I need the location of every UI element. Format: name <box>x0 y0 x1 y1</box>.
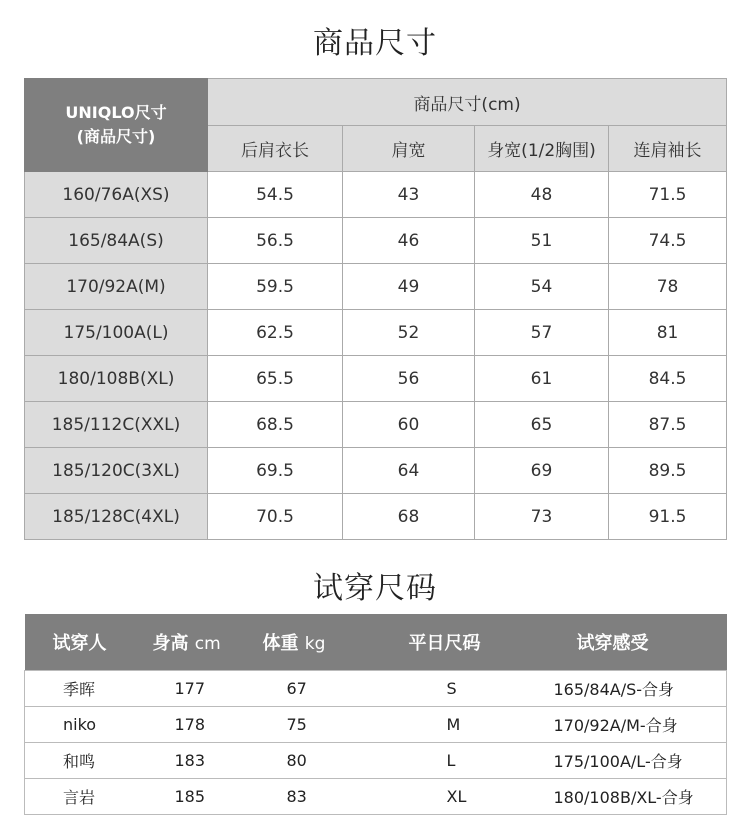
size-label: 170/92A(M) <box>25 264 208 310</box>
table-row <box>25 218 727 264</box>
weight-value: 80 <box>261 743 385 779</box>
height-value: 177 <box>151 671 261 707</box>
table-cell: 70.5 <box>208 494 343 540</box>
table-cell: 71.5 <box>609 172 727 218</box>
table-cell: 84.5 <box>609 356 727 402</box>
column-header-back-length: 后肩衣长 <box>208 126 343 172</box>
height-unit: cm <box>194 634 221 654</box>
table-cell: 62.5 <box>208 310 343 356</box>
size-label: 185/128C(4XL) <box>25 494 208 540</box>
table-cell: 68 <box>343 494 475 540</box>
person-name: 言岩 <box>25 779 151 815</box>
table-cell: 69.5 <box>208 448 343 494</box>
fitting-table <box>24 614 727 815</box>
person-name: 和鸣 <box>25 743 151 779</box>
height-value: 185 <box>151 779 261 815</box>
table-cell: 65.5 <box>208 356 343 402</box>
usual-size-value: XL <box>385 779 531 815</box>
table-row <box>25 310 727 356</box>
table-cell: 69 <box>475 448 609 494</box>
usual-size-value: L <box>385 743 531 779</box>
table-cell: 61 <box>475 356 609 402</box>
table-row <box>25 671 727 707</box>
table-cell: 65 <box>475 402 609 448</box>
table-row <box>25 264 727 310</box>
table-cell: 64 <box>343 448 475 494</box>
column-header-shoulder-width: 肩宽 <box>343 126 475 172</box>
table-row <box>25 779 727 815</box>
table-cell: 43 <box>343 172 475 218</box>
size-label: 175/100A(L) <box>25 310 208 356</box>
measurement-group-header: 商品尺寸(cm) <box>208 79 727 126</box>
weight-label: 体重 <box>262 633 299 654</box>
table-cell: 57 <box>475 310 609 356</box>
table-cell: 87.5 <box>609 402 727 448</box>
fit-feel-value: 180/108B/XL-合身 <box>531 779 727 815</box>
person-name: 季晖 <box>25 671 151 707</box>
column-header-height <box>151 614 261 671</box>
table-cell: 56.5 <box>208 218 343 264</box>
table-cell: 49 <box>343 264 475 310</box>
usual-size-value: M <box>385 707 531 743</box>
table-row <box>25 448 727 494</box>
size-label: 165/84A(S) <box>25 218 208 264</box>
column-header-person: 试穿人 <box>25 614 151 671</box>
weight-unit: kg <box>304 634 326 654</box>
table-row <box>25 743 727 779</box>
size-label: 160/76A(XS) <box>25 172 208 218</box>
table-row <box>25 402 727 448</box>
size-chart-title: 商品尺寸 <box>313 26 437 61</box>
table-cell: 68.5 <box>208 402 343 448</box>
table-cell: 89.5 <box>609 448 727 494</box>
column-header-body-width: 身宽(1/2胸围) <box>475 126 609 172</box>
table-cell: 48 <box>475 172 609 218</box>
table-row <box>25 356 727 402</box>
table-cell: 56 <box>343 356 475 402</box>
size-chart-table <box>24 78 727 540</box>
table-row <box>25 707 727 743</box>
fit-feel-value: 175/100A/L-合身 <box>531 743 727 779</box>
column-header-sleeve-length: 连肩袖长 <box>609 126 727 172</box>
height-value: 178 <box>151 707 261 743</box>
brand-size-header <box>25 79 208 172</box>
table-cell: 54.5 <box>208 172 343 218</box>
table-cell: 74.5 <box>609 218 727 264</box>
column-header-usual-size: 平日尺码 <box>385 614 531 671</box>
table-cell: 52 <box>343 310 475 356</box>
brand-size-sublabel: (商品尺寸) <box>76 127 156 146</box>
fit-feel-value: 165/84A/S-合身 <box>531 671 727 707</box>
fit-feel-value: 170/92A/M-合身 <box>531 707 727 743</box>
weight-value: 75 <box>261 707 385 743</box>
weight-value: 83 <box>261 779 385 815</box>
column-header-weight <box>261 614 385 671</box>
brand-size-label: UNIQLO尺寸 <box>65 103 167 122</box>
table-row <box>25 172 727 218</box>
person-name: niko <box>25 707 151 743</box>
table-cell: 51 <box>475 218 609 264</box>
table-cell: 59.5 <box>208 264 343 310</box>
table-cell: 46 <box>343 218 475 264</box>
table-cell: 73 <box>475 494 609 540</box>
table-row <box>25 494 727 540</box>
height-value: 183 <box>151 743 261 779</box>
fitting-section-title: 试穿尺码 <box>313 571 437 606</box>
table-cell: 91.5 <box>609 494 727 540</box>
usual-size-value: S <box>385 671 531 707</box>
table-cell: 78 <box>609 264 727 310</box>
size-label: 185/120C(3XL) <box>25 448 208 494</box>
column-header-fit-feel: 试穿感受 <box>531 614 727 671</box>
height-label: 身高 <box>152 633 189 654</box>
table-cell: 60 <box>343 402 475 448</box>
weight-value: 67 <box>261 671 385 707</box>
table-cell: 54 <box>475 264 609 310</box>
table-cell: 81 <box>609 310 727 356</box>
size-label: 180/108B(XL) <box>25 356 208 402</box>
size-label: 185/112C(XXL) <box>25 402 208 448</box>
